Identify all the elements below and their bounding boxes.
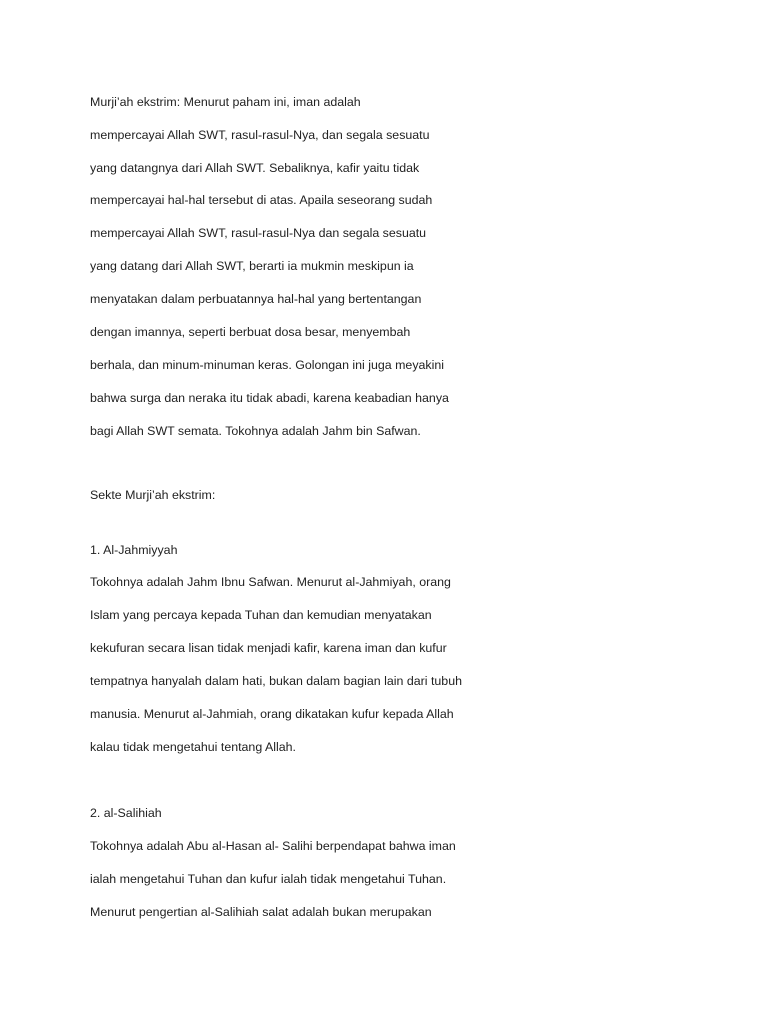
- subsection-heading: 1. Al-Jahmiyyah: [90, 543, 178, 557]
- text-line: Tokohnya adalah Jahm Ibnu Safwan. Menurut al-Jahmiyah, orang: [90, 575, 451, 589]
- text-line: kekufuran secara lisan tidak menjadi kafir, karena iman dan kufur: [90, 641, 447, 655]
- text-line: mempercayai hal-hal tersebut di atas. Apaila seseorang sudah: [90, 193, 433, 207]
- text-line: menyatakan dalam perbuatannya hal-hal yang bertentangan: [90, 292, 422, 306]
- subsection-heading: 2. al-Salihiah: [90, 806, 162, 820]
- text-line: manusia. Menurut al-Jahmiah, orang dikatakan kufur kepada Allah: [90, 707, 454, 721]
- text-line: bagi Allah SWT semata. Tokohnya adalah Jahm bin Safwan.: [90, 424, 421, 438]
- text-line: kalau tidak mengetahui tentang Allah.: [90, 740, 296, 754]
- text-line: Tokohnya adalah Abu al-Hasan al- Salihi berpendapat bahwa iman: [90, 839, 456, 853]
- text-line: dengan imannya, seperti berbuat dosa besar, menyembah: [90, 325, 411, 339]
- text-line: Menurut pengertian al-Salihiah salat adalah bukan merupakan: [90, 905, 432, 919]
- text-line: Murji’ah ekstrim: Menurut paham ini, iman adalah: [90, 95, 361, 109]
- text-line: mempercayai Allah SWT, rasul-rasul-Nya dan segala sesuatu: [90, 226, 427, 240]
- text-line: berhala, dan minum-minuman keras. Golongan ini juga meyakini: [90, 358, 445, 372]
- text-line: bahwa surga dan neraka itu tidak abadi, karena keabadian hanya: [90, 391, 449, 405]
- text-line: yang datang dari Allah SWT, berarti ia mukmin meskipun ia: [90, 259, 414, 273]
- text-line: ialah mengetahui Tuhan dan kufur ialah tidak mengetahui Tuhan.: [90, 872, 447, 886]
- text-line: tempatnya hanyalah dalam hati, bukan dalam bagian lain dari tubuh: [90, 674, 462, 688]
- text-line: Islam yang percaya kepada Tuhan dan kemudian menyatakan: [90, 608, 432, 622]
- section-heading: Sekte Murji’ah ekstrim:: [90, 488, 216, 502]
- text-line: mempercayai Allah SWT, rasul-rasul-Nya, dan segala sesuatu: [90, 128, 430, 142]
- text-line: yang datangnya dari Allah SWT. Sebaliknya, kafir yaitu tidak: [90, 161, 420, 175]
